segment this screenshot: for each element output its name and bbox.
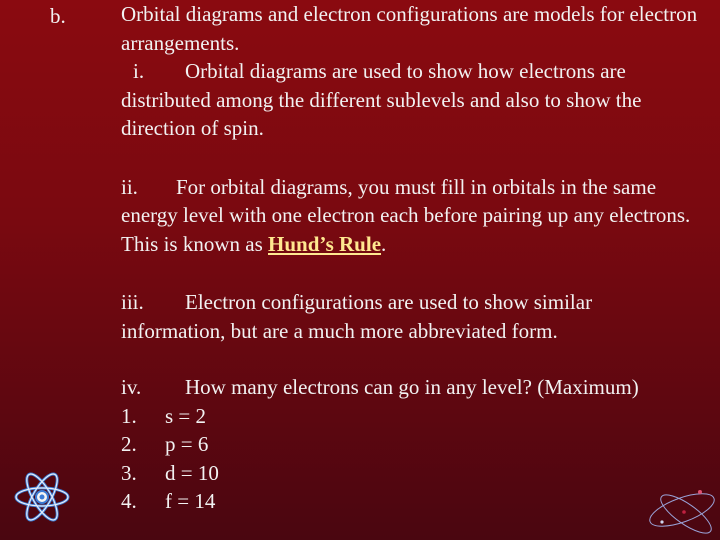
list-value: p = 6 (165, 432, 209, 456)
hunds-rule-emphasis: Hund’s Rule (268, 231, 382, 256)
list-value: d = 10 (165, 460, 219, 485)
item-ii-label: ii. (121, 174, 138, 199)
spacer (121, 258, 701, 288)
item-iii (121, 288, 701, 345)
list-item (121, 430, 701, 459)
item-iv-label: iv. (121, 375, 142, 399)
item-ii-text-end: . (381, 231, 387, 256)
atom-icon (12, 462, 72, 532)
list-item (121, 487, 701, 516)
list-value: f = 14 (165, 489, 216, 513)
item-ii-text: For orbital diagrams, you must fill in orbitals in the same energy level with one electron each before pairing up any electrons. This is known as (121, 174, 691, 256)
list-number: 4. (121, 489, 137, 513)
item-ii (121, 173, 701, 259)
item-i-text: Orbital diagrams are used to show how electrons are distributed among the different sublevels and also to show the direction of spin. (121, 59, 642, 140)
list-number: 1. (121, 403, 137, 428)
list-number: 3. (121, 460, 137, 485)
slide-content (121, 0, 701, 516)
list-item (121, 459, 701, 488)
list-number: 2. (121, 432, 137, 456)
item-i-label: i. (133, 59, 145, 83)
list-value: s = 2 (165, 403, 207, 428)
orbit-icon (640, 470, 720, 540)
item-iv-text: How many electrons can go in any level? (Maximum) (185, 375, 639, 399)
spacer (121, 143, 701, 173)
item-iv (121, 373, 701, 402)
item-i (121, 57, 701, 143)
intro-text: Orbital diagrams and electron configurations are models for electron arrangements. (121, 2, 698, 55)
section-marker: b. (50, 4, 66, 28)
list-item (121, 402, 701, 431)
spacer (121, 345, 701, 373)
item-iii-label: iii. (121, 290, 144, 314)
item-iii-text: Electron configurations are used to show similar information, but are a much more abbreviated form. (121, 290, 593, 343)
